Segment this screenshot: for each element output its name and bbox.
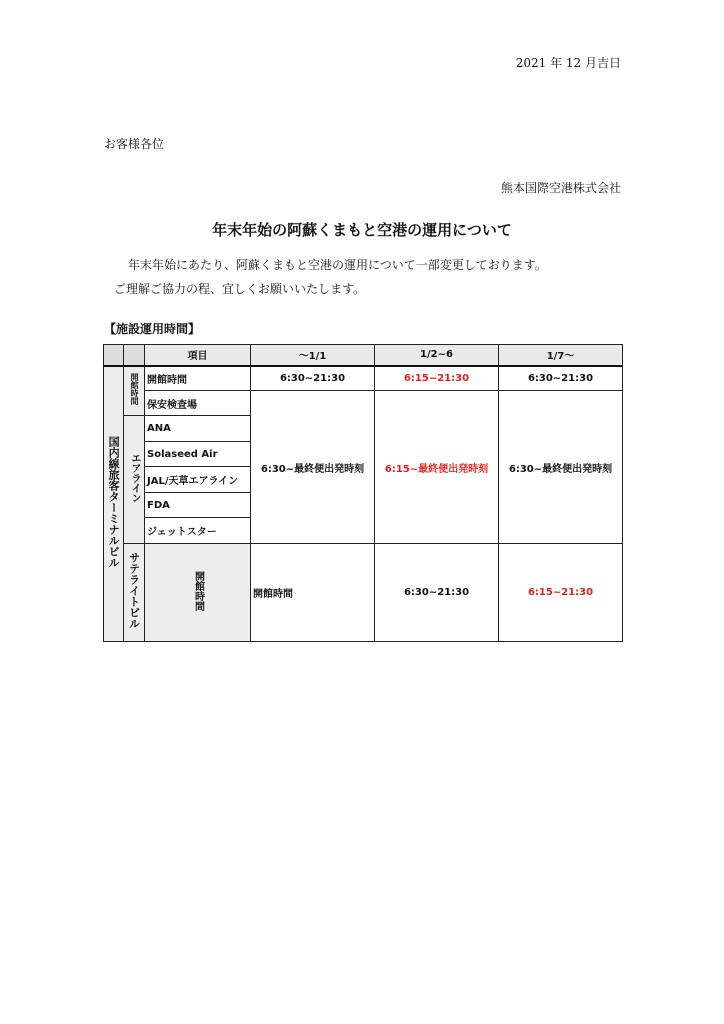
recipient: お客様各位: [104, 137, 165, 151]
merged-col-1: 6:30~最終便出発時刻: [251, 391, 375, 544]
airline-group-label: エアライン: [124, 416, 145, 544]
document-date: 2021 年 12 月吉日: [515, 56, 621, 70]
open-hours-label-vertical: 開館時間: [124, 366, 145, 416]
item-airline-jal: JAL/天草エアライン: [145, 467, 251, 493]
header-blank-2: [124, 345, 145, 366]
header-col-2: 1/2~6: [375, 345, 499, 366]
open-hours-col-3: 6:30~21:30: [499, 366, 623, 391]
body-text-line-1: 年末年始にあたり、阿蘇くまもと空港の運用について一部変更しております。: [128, 258, 547, 272]
header-col-1: ～1/1: [251, 345, 375, 366]
merged-col-2: 6:15~最終便出発時刻: [375, 391, 499, 544]
item-open-hours: 開館時間: [145, 366, 251, 391]
item-airline-fda: FDA: [145, 493, 251, 518]
header-col-3: 1/7～: [499, 345, 623, 366]
item-airline-solaseed: Solaseed Air: [145, 442, 251, 467]
sat-open-hours-label-vertical: 開館時間: [145, 544, 251, 642]
header-row: [104, 345, 623, 366]
satellite-building-label: サテライトビル: [124, 544, 145, 642]
sender: 熊本国際空港株式会社: [500, 181, 621, 195]
table-row: [104, 544, 623, 642]
item-security: 保安検査場: [145, 391, 251, 416]
open-hours-col-2: 6:15~21:30: [375, 366, 499, 391]
table-row: [104, 366, 623, 391]
item-airline-jetstar: ジェットスター: [145, 518, 251, 544]
item-sat-open-hours: 開館時間: [251, 544, 375, 642]
header-blank-1: [104, 345, 124, 366]
merged-col-3: 6:30~最終便出発時刻: [499, 391, 623, 544]
item-airline-ana: ANA: [145, 416, 251, 442]
open-hours-col-1: 6:30~21:30: [251, 366, 375, 391]
domestic-terminal-label: 国内線旅客ターミナルビル: [104, 366, 124, 642]
header-item: 項目: [145, 345, 251, 366]
body-text-line-2: ご理解ご協力の程、宜しくお願いいたします。: [114, 282, 366, 296]
sat-open-col-1: 6:30~21:30: [375, 544, 499, 642]
section-title: 【施設運用時間】: [104, 322, 201, 336]
sat-open-col-2: 6:15~21:30: [499, 544, 623, 642]
schedule-table: [103, 344, 623, 642]
table-row: [104, 391, 623, 416]
document-title: 年末年始の阿蘇くまもと空港の運用について: [212, 221, 512, 239]
